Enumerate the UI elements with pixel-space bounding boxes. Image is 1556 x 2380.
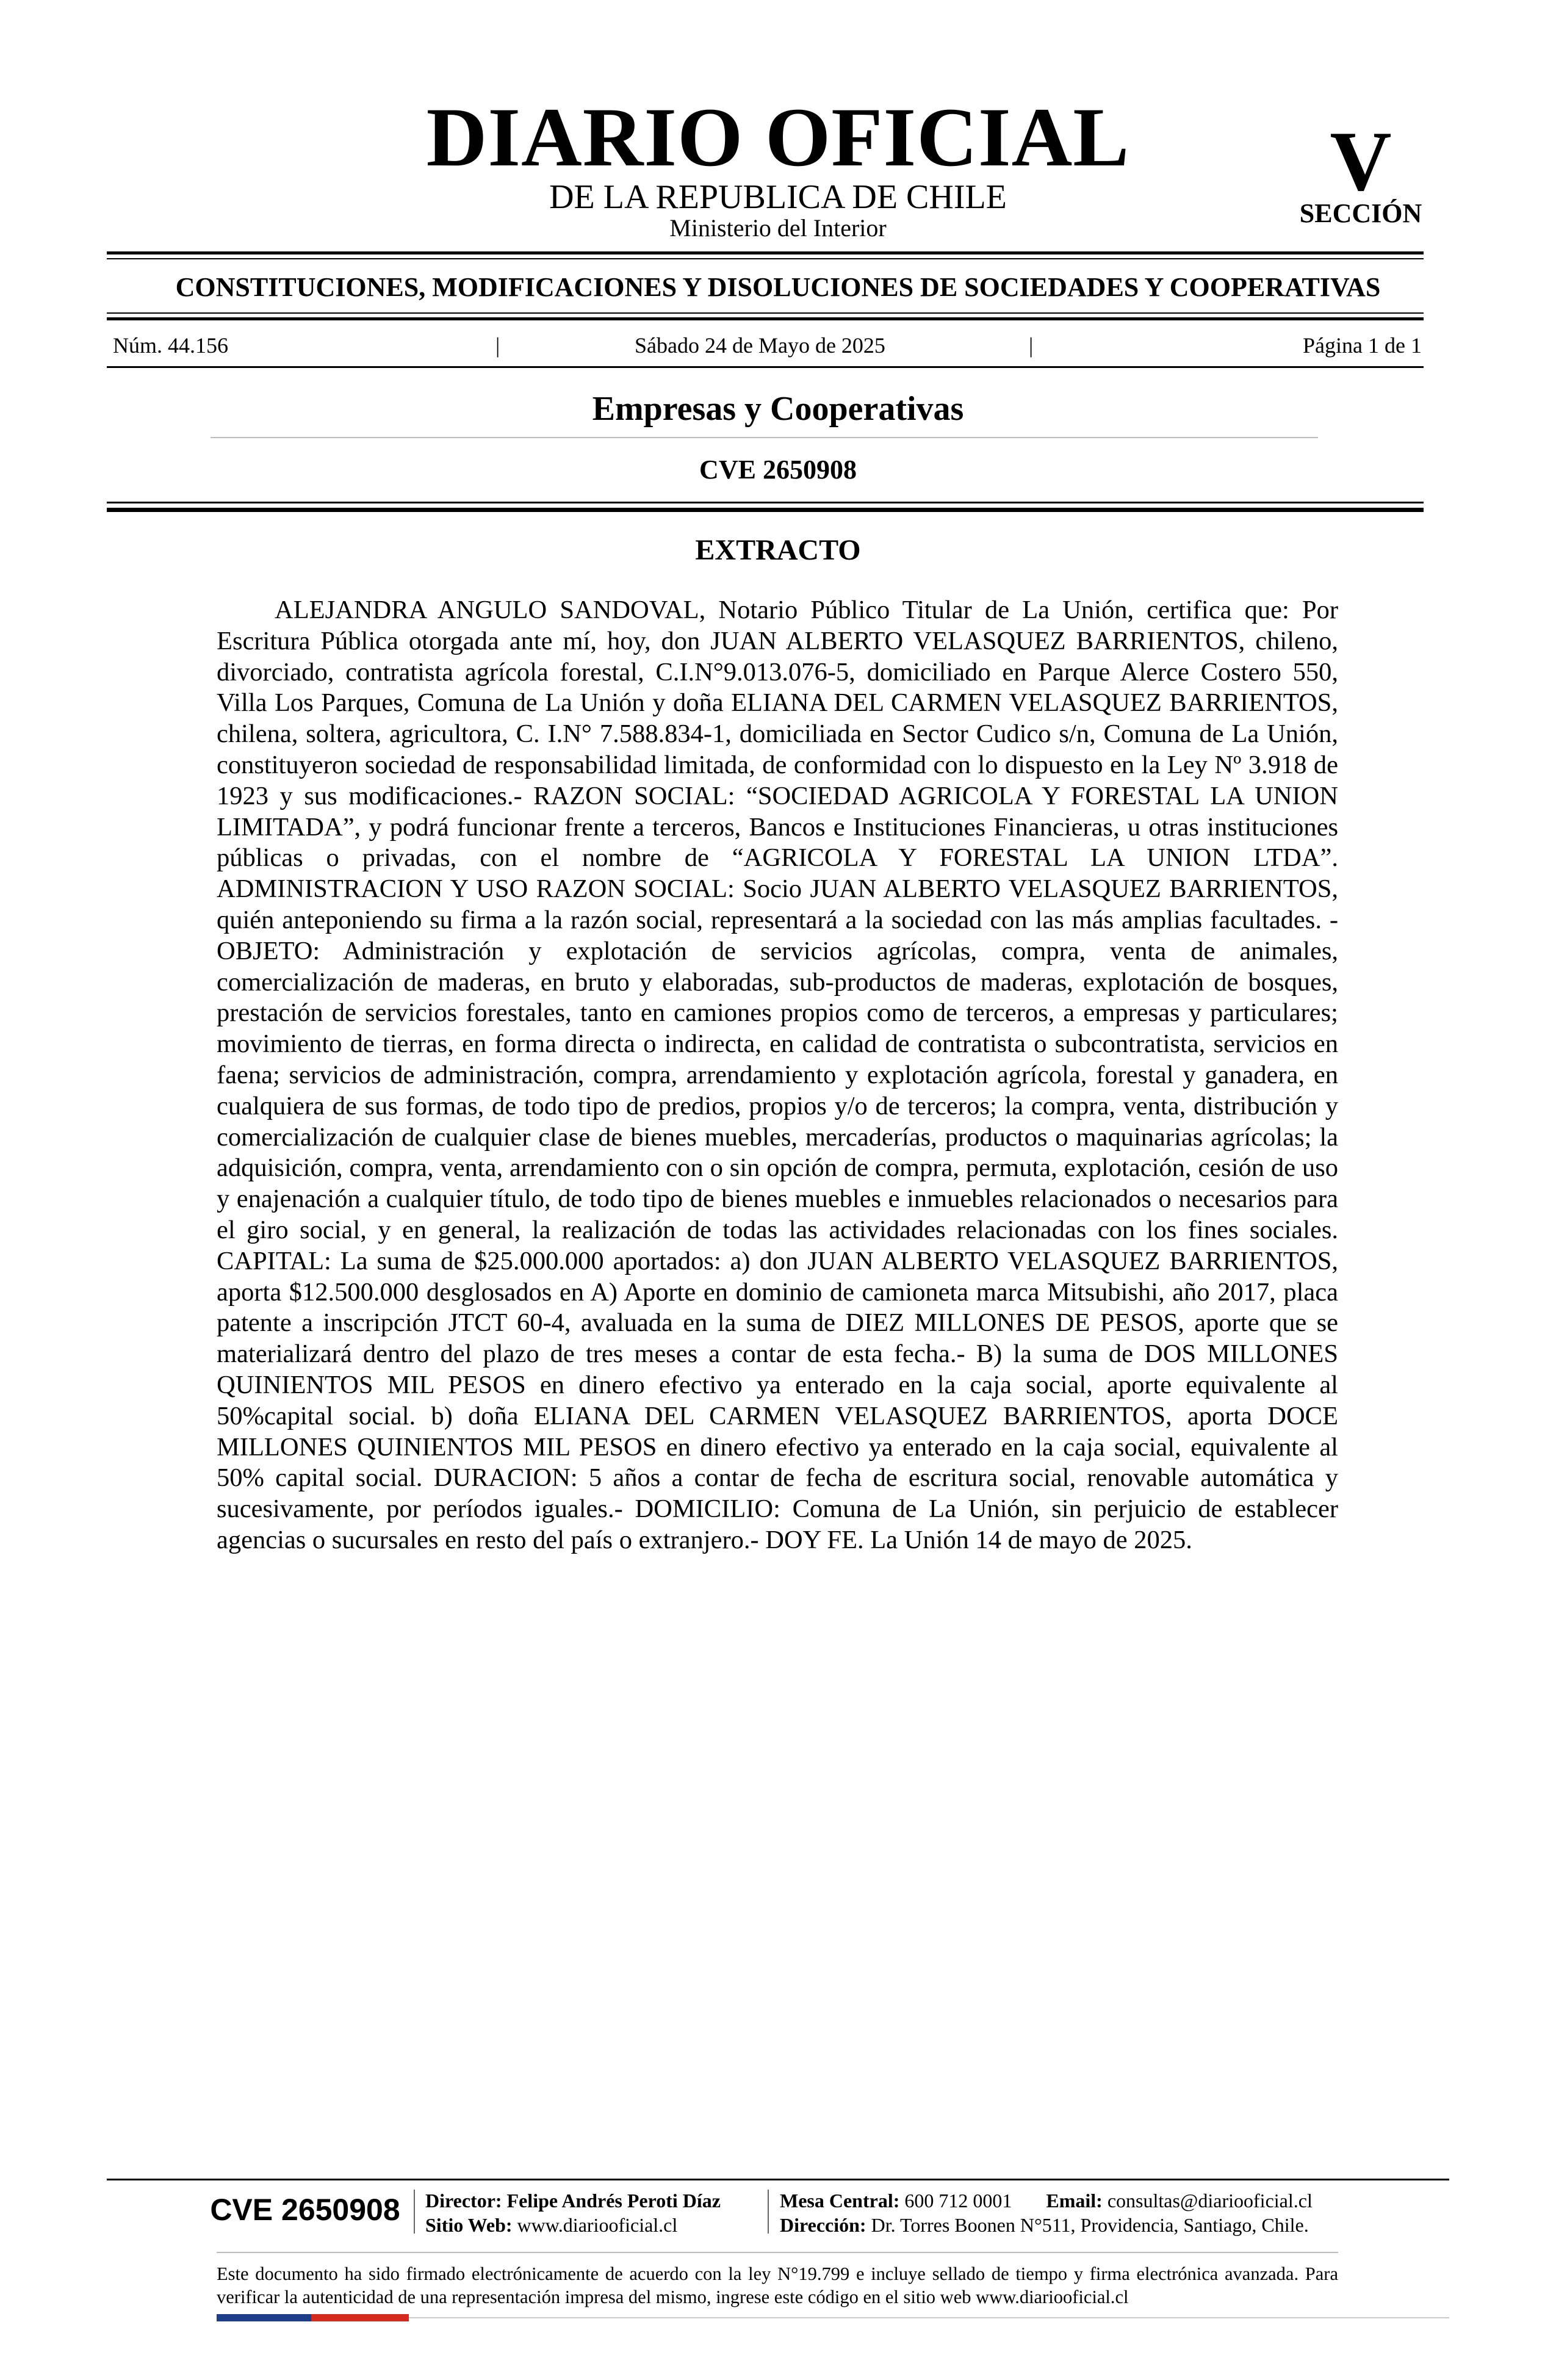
mesa-label: Mesa Central: bbox=[780, 2190, 900, 2212]
issue-date: Sábado 24 de Mayo de 2025 bbox=[635, 333, 885, 358]
rule-footer-top bbox=[107, 2179, 1449, 2180]
rule-mid-thin bbox=[107, 312, 1424, 314]
footer-director bbox=[425, 2188, 721, 2213]
category-title: Empresas y Cooperativas bbox=[592, 390, 964, 428]
footer-website bbox=[425, 2213, 677, 2237]
rule-top-thick bbox=[107, 251, 1424, 254]
cve-code: CVE 2650908 bbox=[699, 455, 857, 485]
issue-page: Página 1 de 1 bbox=[1303, 333, 1422, 358]
flag-stripe-blue bbox=[217, 2314, 311, 2321]
rule-bottom-light bbox=[409, 2317, 1449, 2318]
rule-footer-legal bbox=[217, 2252, 1338, 2253]
director-label: Director: bbox=[425, 2190, 502, 2212]
email-link[interactable]: consultas@diariooficial.cl bbox=[1107, 2190, 1313, 2212]
web-link[interactable]: www.diariooficial.cl bbox=[517, 2214, 678, 2236]
section-letter: V bbox=[1330, 114, 1392, 209]
rule-mid-thick bbox=[107, 317, 1424, 320]
section-word: SECCIÓN bbox=[1299, 198, 1422, 228]
flag-stripe-red bbox=[311, 2314, 409, 2321]
email-label: Email: bbox=[1046, 2190, 1103, 2212]
address-value: Dr. Torres Boonen N°511, Providencia, Santiago, Chile. bbox=[871, 2214, 1309, 2236]
footer-divider bbox=[768, 2190, 769, 2234]
section-heading: CONSTITUCIONES, MODIFICACIONES Y DISOLUCIONES DE SOCIEDADES Y COOPERATIVAS bbox=[175, 272, 1381, 302]
footer-contact bbox=[780, 2188, 1313, 2213]
mesa-phone: 600 712 0001 bbox=[904, 2190, 1012, 2212]
extract-body: ALEJANDRA ANGULO SANDOVAL, Notario Público Titular de La Unión, certifica que: Por Escritura Pública otorgada ante mí, hoy, don JUAN ALBERTO VELASQUEZ BARRIENTOS, chileno, divorciado, contratista agrícola forestal, C.I.N°9.013.076-5, domiciliado en Parque Alerce Costero 550, Villa Los Parques, Comuna de La Unión y doña ELIANA DEL CARMEN VELASQUEZ BARRIENTOS, chilena, soltera, agricultora, C. I.N° 7.588.834-1, domiciliada en Sector Cudico s/n, Comuna de La Unión, constituyeron sociedad de responsabilidad limitada, de conformidad con lo dispuesto en la Ley Nº 3.918 de 1923 y sus modificaciones.- RAZON SOCIAL: “SOCIEDAD AGRICOLA Y FORESTAL LA UNION LIMITADA”, y podrá funcionar frente a terceros, Bancos e Instituciones Financieras, u otras instituciones públicas o privadas, con el nombre de “AGRICOLA Y FORESTAL LA UNION LTDA”. ADMINISTRACION Y USO RAZON SOCIAL: Socio JUAN ALBERTO VELASQUEZ BARRIENTOS, quién anteponiendo su firma a la razón social, representará a la sociedad con las más amplias facultades. - OBJETO: Administración y explotación de servicios agrícolas, compra, venta de animales, comercialización de maderas, en bruto y elaboradas, sub-productos de maderas, explotación de bosques, prestación de servicios forestales, tanto en camiones propios como de terceros, a empresas y particulares; movimiento de tierras, en forma directa o indirecta, en calidad de contratista o subcontratista, servicios en faena; servicios de administración, compra, arrendamiento y explotación agrícola, forestal y ganadera, en cualquiera de sus formas, de todo tipo de predios, propios y/o de terceros; la compra, venta, distribución y comercialización de cualquier clase de bienes muebles, mercaderías, productos o maquinarias agrícolas; la adquisición, compra, venta, arrendamiento con o sin opción de compra, permuta, explotación, cesión de uso y enajenación a cualquier título, de todo tipo de bienes muebles e inmuebles relacionados o necesarios para el giro social, y en general, la realización de todas las actividades relacionadas con los fines sociales. CAPITAL: La suma de $25.000.000 aportados: a) don JUAN ALBERTO VELASQUEZ BARRIENTOS, aporta $12.500.000 desglosados en A) Aporte en dominio de camioneta marca Mitsubishi, año 2017, placa patente a inscripción JTCT 60-4, avaluada en la suma de DIEZ MILLONES DE PESOS, aporte que se materializará dentro del plazo de tres meses a contar de esta fecha.- B) la suma de DOS MILLONES QUINIENTOS MIL PESOS en dinero efectivo ya enterado en la caja social, aporte equivalente al 50%capital social. b) doña ELIANA DEL CARMEN VELASQUEZ BARRIENTOS, aporta DOCE MILLONES QUINIENTOS MIL PESOS en dinero efectivo ya enterado en la caja social, equivalente al 50% capital social. DURACION: 5 años a contar de fecha de escritura social, renovable automática y sucesivamente, por períodos iguales.- DOMICILIO: Comuna de La Unión, sin perjuicio de establecer agencias o sucursales en resto del país o extranjero.- DOY FE. La Unión 14 de mayo de 2025. bbox=[217, 596, 1338, 1554]
masthead-title: DIARIO OFICIAL bbox=[426, 90, 1130, 184]
rule-cve-thin bbox=[107, 502, 1424, 503]
masthead-subtitle: DE LA REPUBLICA DE CHILE bbox=[549, 178, 1007, 216]
footer-address bbox=[780, 2213, 1309, 2237]
rule-info-bottom bbox=[107, 366, 1424, 368]
masthead-ministry: Ministerio del Interior bbox=[669, 214, 887, 242]
address-label: Dirección: bbox=[780, 2214, 866, 2236]
footer-divider bbox=[414, 2190, 415, 2234]
extract-title: EXTRACTO bbox=[695, 534, 861, 566]
issue-separator: | bbox=[495, 333, 500, 358]
web-label: Sitio Web: bbox=[425, 2214, 513, 2236]
issue-separator: | bbox=[1029, 333, 1034, 358]
footer-cve: CVE 2650908 bbox=[210, 2193, 400, 2227]
rule-category-light bbox=[211, 437, 1318, 438]
rule-cve-thick bbox=[107, 508, 1424, 512]
issue-number: Núm. 44.156 bbox=[113, 333, 228, 358]
director-name: Felipe Andrés Peroti Díaz bbox=[506, 2190, 721, 2212]
footer-legal-notice: Este documento ha sido firmado electrónicamente de acuerdo con la ley N°19.799 e incluye sellado de tiempo y firma electrónica avanzada. Para verificar la autenticidad de una representación impresa del mismo, ingrese este código en el sitio web www.diariooficial.cl bbox=[217, 2263, 1338, 2307]
rule-top-thin bbox=[107, 258, 1424, 259]
